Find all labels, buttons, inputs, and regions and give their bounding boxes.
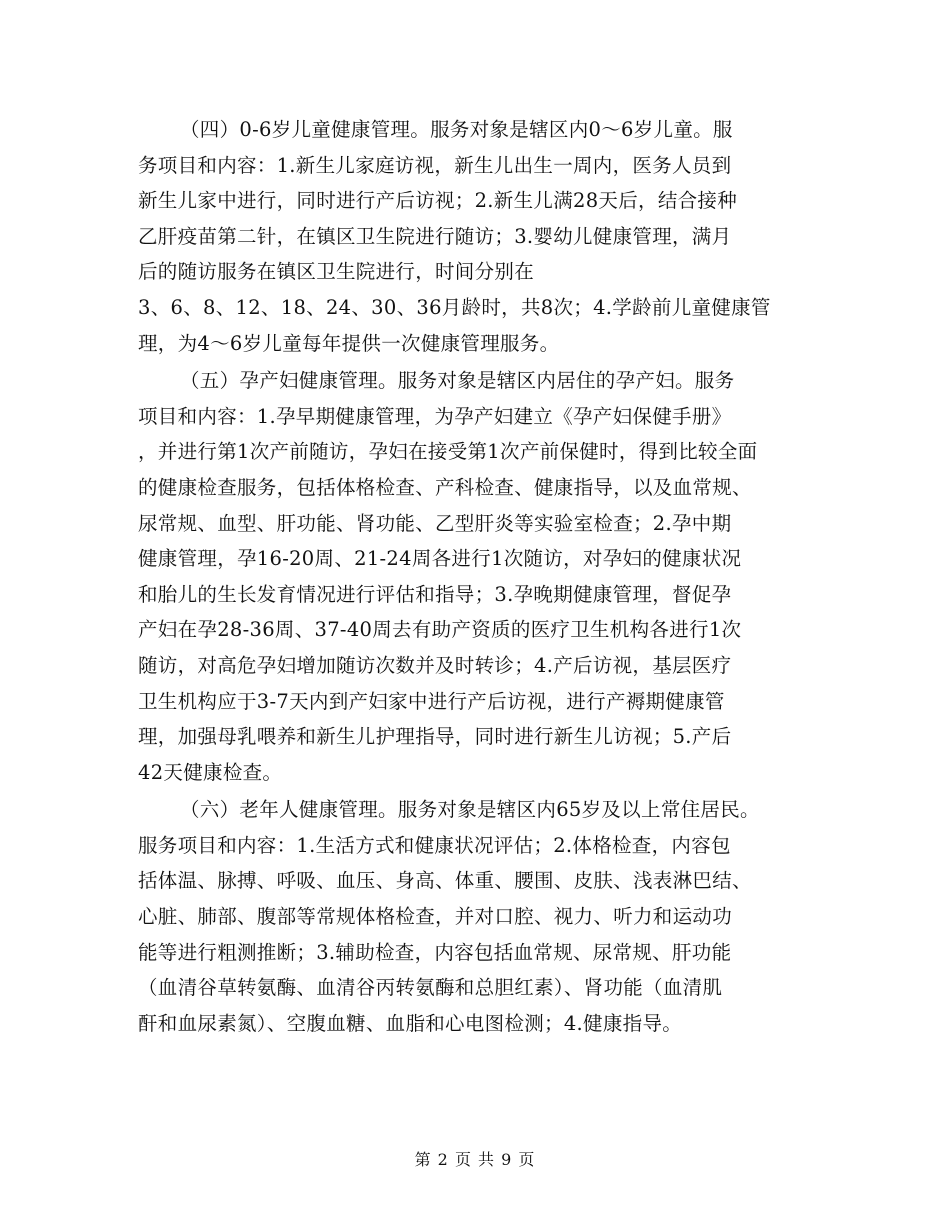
text-line: 尿常规、血型、肝功能、肾功能、乙型肝炎等实验室检查；2.孕中期 xyxy=(138,511,732,535)
text-line: 酐和血尿素氮）、空腹血糖、血脂和心电图检测；4.健康指导。 xyxy=(138,1011,683,1035)
text-line: （五）孕产妇健康管理。服务对象是辖区内居住的孕产妇。服务 xyxy=(180,369,735,393)
text-line: 项目和内容：1.孕早期健康管理，为孕产妇建立《孕产妇保健手册》 xyxy=(138,404,732,428)
paragraph-elderly-health xyxy=(138,792,818,1041)
text-line: 理，为4～6岁儿童每年提供一次健康管理服务。 xyxy=(138,331,560,355)
text-line: 随访，对高危孕妇增加随访次数并及时转诊；4.产后访视，基层医疗 xyxy=(138,653,732,677)
text-line: （血清谷草转氨酶、血清谷丙转氨酶和总胆红素）、肾功能（血清肌 xyxy=(138,976,723,1000)
text-line: 能等进行粗测推断；3.辅助检查，内容包括血常规、尿常规、肝功能 xyxy=(138,940,732,964)
text-line: 的健康检查服务，包括体格检查、产科检查、健康指导，以及血常规、 xyxy=(138,475,752,499)
text-line: 和胎儿的生长发育情况进行评估和指导；3.孕晚期健康管理，督促孕 xyxy=(138,582,732,606)
text-line: 42天健康检查。 xyxy=(138,760,283,784)
text-line: 新生儿家中进行，同时进行产后访视；2.新生儿满28天后，结合接种 xyxy=(138,189,738,213)
text-line: ，并进行第1次产前随访，孕妇在接受第1次产前保健时，得到比较全面 xyxy=(138,440,758,464)
text-line: 服务项目和内容：1.生活方式和健康状况评估；2.体格检查，内容包 xyxy=(138,833,731,857)
text-line: 产妇在孕28-36周、37-40周去有助产资质的医疗卫生机构各进行1次 xyxy=(138,618,742,642)
text-line: 健康管理，孕16-20周、21-24周各进行1次随访，对孕妇的健康状况 xyxy=(138,547,742,571)
paragraph-maternal-health xyxy=(138,363,818,790)
text-line: 3、6、8、12、18、24、30、36月龄时，共8次；4.学龄前儿童健康管 xyxy=(138,295,771,319)
text-line: 务项目和内容：1.新生儿家庭访视，新生儿出生一周内，医务人员到 xyxy=(138,153,732,177)
text-line: 乙肝疫苗第二针，在镇区卫生院进行随访；3.婴幼儿健康管理，满月 xyxy=(138,224,732,248)
paragraph-child-health xyxy=(138,112,818,361)
text-line: （四）0-6岁儿童健康管理。服务对象是辖区内0～6岁儿童。服 xyxy=(180,118,733,141)
text-line: 卫生机构应于3-7天内到产妇家中进行产后访视，进行产褥期健康管 xyxy=(138,689,725,713)
text-line: 心脏、肺部、腹部等常规体格检查，并对口腔、视力、听力和运动功 xyxy=(138,905,733,929)
text-line: 理，加强母乳喂养和新生儿护理指导，同时进行新生儿访视；5.产后 xyxy=(138,725,732,749)
document-body xyxy=(138,112,818,1043)
text-line: （六）老年人健康管理。服务对象是辖区内65岁及以上常住居民。 xyxy=(180,798,760,822)
text-line: 括体温、脉搏、呼吸、血压、身高、体重、腰围、皮肤、浅表淋巴结、 xyxy=(138,869,752,893)
page-number-footer: 第 2 页 共 9 页 xyxy=(414,1150,536,1169)
text-line: 后的随访服务在镇区卫生院进行，时间分别在 xyxy=(138,260,535,284)
